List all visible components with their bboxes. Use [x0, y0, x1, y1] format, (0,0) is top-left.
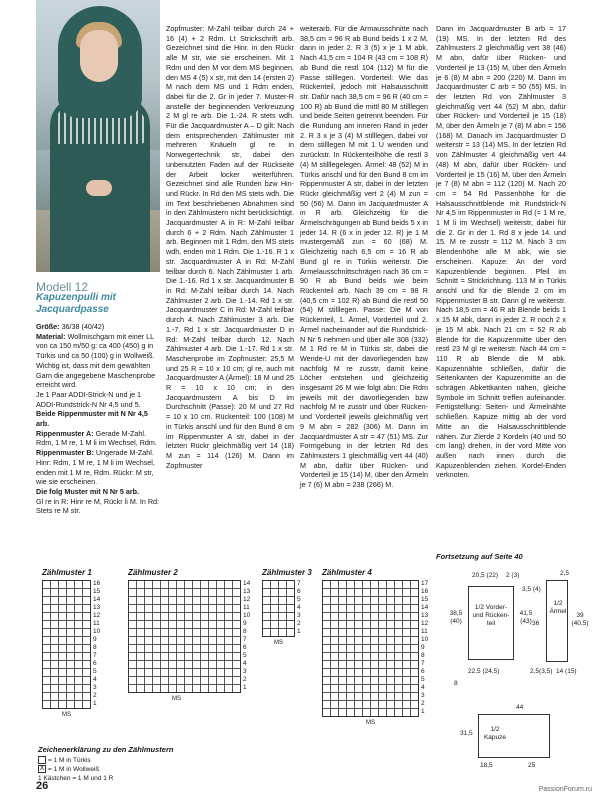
chart-row-number: 13 [243, 588, 251, 595]
continued-note: Fortsetzung auf Seite 40 [436, 552, 523, 561]
body-dim-h1: 38,5 (40) [449, 610, 463, 625]
arm-dim-top-left: 3,5 (4) [522, 586, 541, 593]
arm-dim-height: 36 [532, 620, 540, 627]
chart-1-ms: MS [62, 712, 71, 718]
chart-1-grid [42, 580, 91, 709]
chart-label-2: Zählmuster 2 [128, 568, 178, 577]
hood-dim-left: 31,5 [460, 730, 473, 737]
chart-row-number: 2 [297, 620, 301, 627]
chart-row-number: 5 [297, 596, 301, 603]
chart-row-number: 9 [421, 644, 425, 651]
chart-row-number: 10 [93, 628, 101, 635]
chart-row-number: 10 [243, 612, 251, 619]
chart-row-number: 7 [93, 652, 97, 659]
text-column-3: weiterarb. Für die Armausschnitte nach 38,5 cm = 96 R ab Bund beids 1 x 2 M, dann in jeder 2. R 3 (5) x je 1 M abk. Nach 41,5 cm = 104 R (43 cm = 108 R) ab Bund die restl 104 (112) M für die Passe stilllegen. Vorderteil: Wie das Rückenteil, jedoch mit Halsausschnitt str. Dafür nach 38,5 cm = 96 R (40 cm = 100 R) ab Bund die mittl 80 M stilllegen und beide Seiten getrennt beenden. Für die Rundung am inneren Rand in jeder 2. R 3 x je 3 (4) M stilllegen, dabei vor dem stilllegen M mit 1 U wenden und zurückstr. In Rückenteilhöhe die restl 3 (4) M stilllegelegen. Ärmel: 48 (52) M in Türkis anschl und für den Bund 8 cm im Rippenmuster A str, dabei in der letzten Rückr gleichmäßig vert 2 (4) M zun = 50 (56) M. Dann im Jacquardmuster A in R arb. Gleichzeitig für die Ärmelschrägungen ab Bund beids 5 x in jeder 14. R (6 x in jeder 12. R) je 1 M mustergemäß zun = 60 (68) M. Gleichzeitig nach 6,5 cm = 16 R ab Bund gl re in Türkis weiterstr. Die Ärmelausschnittschrägen nach 36 cm = 90 R ab Bund beids wie beim Rückenteil arb. Nach 39 cm = 98 R (40,5 cm = 102 R) ab Bund die restl 50 (54) M stilllegen. Passe: Die M von Rückenteil, 1. Ärmel, Vorderteil und 2. Ärmel nacheinander auf die Rundstrick-N Nr 5 nehmen und über alle 308 (332) M 1 Rd re M in Türkis str, dabei die Wende-U mit der davorliegenden bzw nachfolg M re zusstr, damit keine Löcher entstehen und gleichzeitig insgesamt 26 M wie folgt abn: Die Rdm jeweils mit der davorliegenden bzw nachfolg M re zusstr und über Rücken- und Vorderteil jeweils gleichmäßig vert 9 M abn = 282 (306) M. Dann im Jacquardmuster A str = 47 (51) MS. Zur Formgebung in der letzten Rd des Zählmusters 1 gleichmäßig vert 44 (40) M abn, dafür über Rücken- und Vorderteil je 15 (14) M, über den Ärmeln je 7 (6) M abn = 238 (266) M. [300, 24, 428, 490]
chart-row-number: 8 [421, 652, 425, 659]
chart-row-number: 15 [421, 596, 429, 603]
chart-row-number: 4 [297, 604, 301, 611]
chart-row-number: 2 [421, 700, 425, 707]
chart-row-number: 7 [297, 580, 301, 587]
chart-row-number: 10 [421, 636, 429, 643]
arm-label: 1/2 Ärmel [549, 600, 567, 615]
chart-label-3: Zählmuster 3 [262, 568, 312, 577]
chart-row-number: 11 [243, 604, 250, 611]
chart-label-4: Zählmuster 4 [322, 568, 372, 577]
chart-row-number: 3 [421, 692, 425, 699]
chart-row-number: 15 [93, 588, 101, 595]
chart-row-number: 11 [93, 620, 100, 627]
chart-row-number: 1 [93, 700, 97, 707]
hood-dim-width: 44 [516, 704, 524, 711]
chart-row-number: 9 [243, 620, 247, 627]
chart-row-number: 12 [243, 596, 251, 603]
chart-row-number: 7 [243, 636, 247, 643]
chart-4-grid [322, 580, 419, 717]
chart-row-number: 12 [421, 620, 429, 627]
chart-row-number: 6 [421, 668, 425, 675]
chart-row-number: 3 [93, 684, 97, 691]
chart-row-number: 17 [421, 580, 429, 587]
chart-2-grid [128, 580, 241, 693]
chart-row-number: 6 [297, 588, 301, 595]
chart-row-number: 5 [421, 676, 425, 683]
model-photo [36, 0, 160, 272]
chart-row-number: 12 [93, 612, 101, 619]
intro-text: Größe: 36/38 (40/42) Material: Wollmischgarn mit einer LL von ca 150 m/50 g: ca 400 (450) g in Türkis und ca 50 (100) g in Wollweiß. Wichtig ist, dass mit dem gewählten Garn die angegebene Maschenprobe erreicht wird. Je 1 Paar ADDI-Strick-N und je 1 ADDI-Rundstrick-N Nr 4,5 und 5. Beide Rippenmuster mit N Nr 4,5 arb. Rippenmuster A: Gerade M-Zahl. Rdm, 1 M re, 1 M li im Wechsel, Rdm. Rippenmuster B: Ungerade M-Zahl. Hinr: Rdm, 1 M re, 1 M li im Wechsel, enden mit 1 M re, Rdm. Rückr: M str, wie sie erscheinen. Die folg Muster mit N Nr 5 arb. Gl re in R: Hinr re M, Rückr li M. In Rd: Stets re M str. [36, 322, 160, 516]
model-number: Modell 12 [36, 280, 89, 294]
chart-row-number: 14 [243, 580, 251, 587]
hood-label: 1/2 Kapuze [483, 726, 507, 741]
model-title: Kapuzenpulli mit Jacquardpasse [36, 292, 116, 315]
body-dim-rib: 8 [454, 680, 458, 687]
body-dim-bottom: 22,5 (24,5) [468, 668, 500, 675]
chart-1-row-numbers [93, 580, 100, 708]
chart-4-row-numbers [421, 580, 428, 716]
chart-row-number: 5 [93, 668, 97, 675]
body-label: 1/2 Vorder- und Rücken- teil [472, 604, 510, 627]
chart-row-number: 14 [421, 604, 429, 611]
chart-row-number: 11 [421, 628, 428, 635]
text-column-4: Dann im Jacquardmuster B arb = 17 (19) MS. In der letzten Rd des Zählmusters 2 gleichmäßig vert 38 (46) M abn, dafür über Rücken- und Vorderteil je 13 (15) M, über den Ärmeln je 6 (8) M abn = 200 (220) M. Dann im Jacquardmuster C arb = 50 (55) MS. In der letzten Rd von Zählmuster 3 gleichmäßig vert 44 (52) M abn, dafür über Rücken- und Vorderteil je 15 (18) M, über den Ärmeln je 7 (8) M abn = 156 (168) M. Danach im Jacquardmuster D weiterstr = 13 (14) MS. In der letzten Rd von Zählmuster 4 gleichmäßig vert 44 (48) M abn, dafür über Rücken- und Vorderteil je 15 (16) M, über den Ärmeln je 7 (8) M abn = 112 (120) M. Nach 20 cm = 54 Rd Passenhöhe für die Halsausschnittblende mit Rundstrick-N Nr 4,5 im Rippenmuster in Rd (= 1 M re, 1 M li im Wechsel) weiterstr, dabei für die 2. Gr in der 1. Rd 8 x jede 14. und 15. M re zusstr = 112 M. Nach 3 cm Blendenhöhe alle M abk, wie sie erscheinen. Kapuze: An der vord Kapuzenblende beginnen. Pfeil im Schnitt = Strickrichtung. 113 M in Türkis anschl und für die Blende 2 cm im Rippenmuster B str. Dann gl re weiterstr. Nach 18,5 cm = 46 R ab Blende beids 1 x 15 M abk, dann in jeder 2. R noch 2 x je 15 M abk. Nach 21 cm = 52 R ab Blende für die Kapuzenmitte über den restl 23 M gl re weiterstr. Nach 44 cm = 110 R ab Blende die M abk. Kapuzennähte schließen, dafür die Seitenkanten der Kapuzenmitte an die schrägen Abkettkanten nähen, gleiche Symbole im Schnitt treffen aufeinander. Fertigstellung: Seiten- und Ärmelnähte schließen. Kapuze mittig ab der vord Mitte an die Halsausschnittblende nähen. Zur Zierde 2 Kordeln (40 und 50 cm lang) drehen, in der vord Mitte von außen nach innen durch die Kapuzenblenden ziehen. Kordel-Enden verknoten. [436, 24, 566, 480]
chart-row-number: 6 [93, 660, 97, 667]
chart-row-number: 16 [421, 588, 429, 595]
arm-dim-width: 39 (40,5) [571, 612, 589, 627]
chart-row-number: 3 [297, 612, 301, 619]
chart-row-number: 6 [243, 644, 247, 651]
chart-row-number: 4 [93, 676, 97, 683]
hood-dim-bottom1: 18,5 [480, 762, 493, 769]
chart-row-number: 5 [243, 652, 247, 659]
chart-2-ms: MS [172, 696, 181, 702]
chart-3-ms: MS [274, 640, 283, 646]
chart-4-ms: MS [366, 720, 375, 726]
chart-3-row-numbers [297, 580, 301, 636]
arm-dim-top: 2,5 [560, 570, 570, 577]
chart-3-grid [262, 580, 295, 637]
chart-row-number: 13 [421, 612, 429, 619]
chart-row-number: 14 [93, 596, 101, 603]
body-dim-h2: 41,5 (43) [519, 610, 533, 625]
chart-row-number: 2 [243, 676, 247, 683]
chart-row-number: 8 [243, 628, 247, 635]
chart-row-number: 7 [421, 660, 425, 667]
chart-row-number: 1 [421, 708, 425, 715]
chart-label-1: Zählmuster 1 [42, 568, 92, 577]
hood-dim-bottom2: 25 [528, 762, 536, 769]
legend: Zeichenerklärung zu den Zählmustern = 1 M in Türkis X = 1 M in Wollweiß 1 Kästchen = 1 M und 1 R [38, 745, 174, 782]
chart-row-number: 4 [243, 660, 247, 667]
chart-row-number: 2 [93, 692, 97, 699]
chart-2-row-numbers [243, 580, 250, 692]
chart-row-number: 1 [297, 628, 301, 635]
chart-row-number: 4 [421, 684, 425, 691]
chart-row-number: 9 [93, 636, 97, 643]
arm-dim-sleeve: 14 (15) [556, 668, 577, 675]
body-dim-top-right: 2 (3) [506, 572, 520, 579]
chart-row-number: 13 [93, 604, 101, 611]
page-number: 26 [36, 780, 49, 792]
body-dim-top: 20,5 (22) [472, 572, 499, 579]
arm-dim-cuff: 2,5(3,5) [530, 668, 553, 675]
text-column-2: Zopfmuster: M-Zahl teilbar durch 24 + 16 (4) + 2 Rdm. Lt Strickschrift arb. Gezeichnet sind die Hinr. in den Rückr alle M str, wie sie erscheinen. Mit 1 Rdm und den M vor dem MS beginnen, den MS 4 (5) x str, mit den 14 (ersten 2) M nach dem MS und 1 Rdm enden, dabei für die 2. Gr in jeder 7. Muster-R anstelle der beginnenden Verkreuzung 2 M gl re arb. Die 1.-24. R stets wdh. Für die Jacquardmuster A – D gilt: Nach dem entsprechenden Zählmuster mit mehreren Knäueln gl re in Norwegertechnik str, dabei den unbenutzten Faden auf der Rückseite der Arbeit locker weiterführen. Gezeichnet sind alle Runden bzw Hin- und Rückr. In Rd den MS stets wdh. Die im Text beschriebenen Abnahmen sind in den Zählmustern nicht berücksichtigt. Jacquardmuster A in R: M-Zahl teilbar durch 6 + 2 Rdm. Nach Zählmuster 1 arb. Beginnen mit 1 Rdm, den MS stets wdh, enden mit 1 Rdm. Die 1.-16. R 1 x str. Jacquardmuster A in Rd: M-Zahl teilbar durch 6. Nach Zählmuster 1 arb. Die 1.-16. Rd 1 x str. Jacquardmuster B in Rd: M-Zahl teilbar durch 14. Nach Zählmuster 2 arb. Die 1.-14. Rd 1 x str. Jacquardmuster C in Rd: M-Zahl teilbar durch 4. Nach Zählmuster 3 arb. Die 1.-7. Rd 1 x str. Jacquardmuster D in Rd: M-Zahl teilbar durch 12. Nach Zählmuster 4 arb. Die 1.-17. Rd 1 x str. Maschenprobe im Zopfmuster: 25,5 M und 25 R = 10 x 10 cm; gl re, auch mit Jacquardmuster A (Ärmel): 18 M und 25 R = 10 x 10 cm; in den Jacquardmustern A bis D im Durchschnitt (Passe): 20 M und 27 Rd = 10 x 10 cm. Rückenteil: 100 (108) M in Türkis anschl und für den Bund 8 cm im Rippenmuster A str, dabei in der letzten Rückr gleichmäßig vert 14 (18) M zun = 114 (126) M. Dann im Zopfmuster [166, 24, 294, 470]
chart-row-number: 16 [93, 580, 101, 587]
chart-row-number: 3 [243, 668, 247, 675]
chart-row-number: 8 [93, 644, 97, 651]
chart-row-number: 1 [243, 684, 247, 691]
arm-schematic [546, 580, 568, 662]
watermark: PassionForum.ru [538, 786, 592, 793]
